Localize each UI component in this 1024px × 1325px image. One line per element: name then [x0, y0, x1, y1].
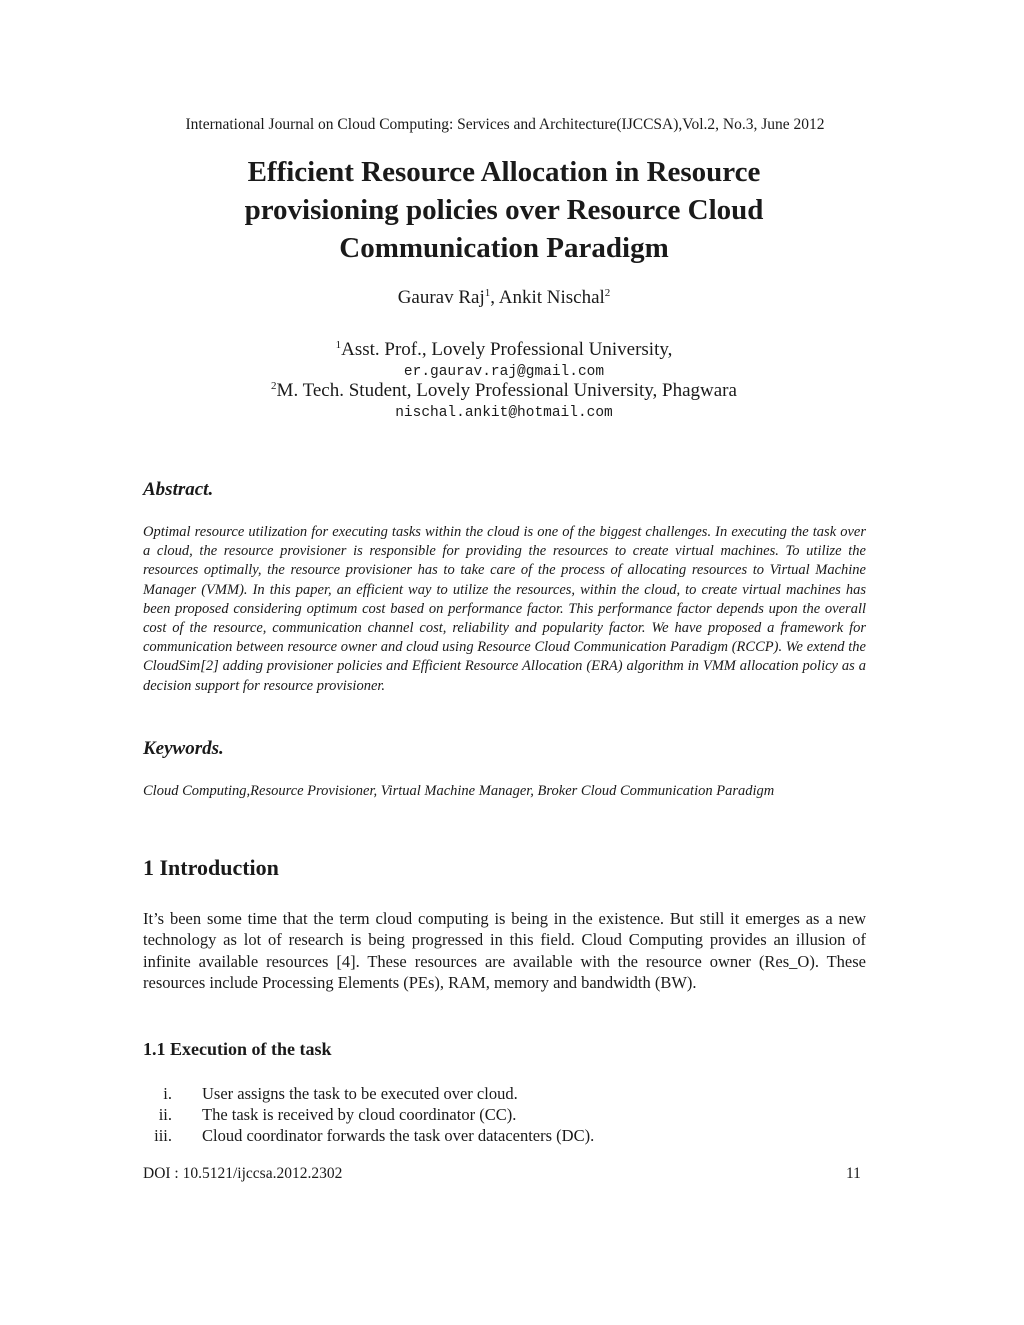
author-name: Ankit Nischal: [498, 287, 605, 308]
affiliation: [0, 339, 1008, 361]
title-line: provisioning policies over Resource Cloud: [244, 194, 764, 226]
title-line: Communication Paradigm: [339, 232, 669, 264]
section-heading: 1.1 Execution of the task: [143, 1039, 332, 1059]
author-email: er.gaurav.raj@gmail.com: [403, 364, 605, 380]
list-item-text: User assigns the task to be executed over cloud.: [202, 1084, 518, 1103]
affiliation-text: Asst. Prof., Lovely Professional University,: [341, 339, 673, 360]
title-line: Efficient Resource Allocation in Resource: [247, 156, 761, 188]
journal-header: International Journal on Cloud Computing: Services and Architecture(IJCCSA),Vol.2, No.3, June 2012: [185, 116, 825, 133]
list-item-text: Cloud coordinator forwards the task over datacenters (DC).: [202, 1126, 595, 1145]
list-item-number: iii.: [154, 1126, 172, 1145]
author-email: nischal.ankit@hotmail.com: [395, 405, 613, 421]
affiliation-superscript: 2: [271, 380, 277, 392]
author-superscript: 2: [604, 287, 611, 299]
list-item: [143, 1126, 866, 1148]
introduction-heading: 1 Introduction: [143, 855, 279, 880]
keywords-heading: Keywords.: [143, 738, 224, 759]
list-item-number: ii.: [158, 1105, 172, 1124]
author-name: Gaurav Raj: [397, 287, 485, 308]
list-item-text: The task is received by cloud coordinator (CC).: [202, 1105, 517, 1124]
paper-title: [0, 153, 1008, 267]
author-superscript: 1: [484, 287, 491, 299]
list-item-number: i.: [163, 1084, 172, 1103]
affiliation: [0, 380, 1008, 402]
footer-doi: DOI : 10.5121/ijccsa.2012.2302: [143, 1165, 343, 1182]
affiliation-text: M. Tech. Student, Lovely Professional University, Phagwara: [276, 380, 737, 401]
keywords-text: Cloud Computing,Resource Provisioner, Virtual Machine Manager, Broker Cloud Communication Paradigm: [143, 783, 775, 799]
abstract-heading: Abstract.: [143, 479, 214, 500]
author-separator: ,: [490, 287, 499, 308]
author-list: [0, 287, 1008, 309]
introduction-paragraph: It’s been some time that the term cloud computing is being in the existence. But still it emerges as a new technology as lot of research is being progressed in this field. Cloud Computing provides an illusion of infinite available resources [4]. These resources are available with the resource owner (Res_O). These resources include Processing Elements (PEs), RAM, memory and bandwidth (BW).: [143, 909, 866, 992]
affiliation-superscript: 1: [335, 339, 342, 351]
page-number: 11: [846, 1165, 861, 1182]
list-item: [143, 1105, 866, 1127]
abstract-text: Optimal resource utilization for executing tasks within the cloud is one of the biggest challenges. In executing the task over a cloud, the resource provisioner is responsible for providing the resources to create virtual machines. To utilize the resources optimally, the resource provisioner has to take care of the process of allocating resources to Virtual Machine Manager (VMM). In this paper, an efficient way to utilize the resources, within the cloud, to create virtual machines has been proposed considering optimum cost based on performance factor. This performance factor depends upon the overall cost of the resource, communication channel cost, reliability and popularity factor. We have proposed a framework for communication between resource owner and cloud using Resource Cloud Communication Paradigm (RCCP). We extend the CloudSim[2] adding provisioner policies and Efficient Resource Allocation (ERA) algorithm in VMM allocation policy as a decision support for resource provisioner.: [143, 524, 866, 694]
list-item: [143, 1084, 866, 1106]
